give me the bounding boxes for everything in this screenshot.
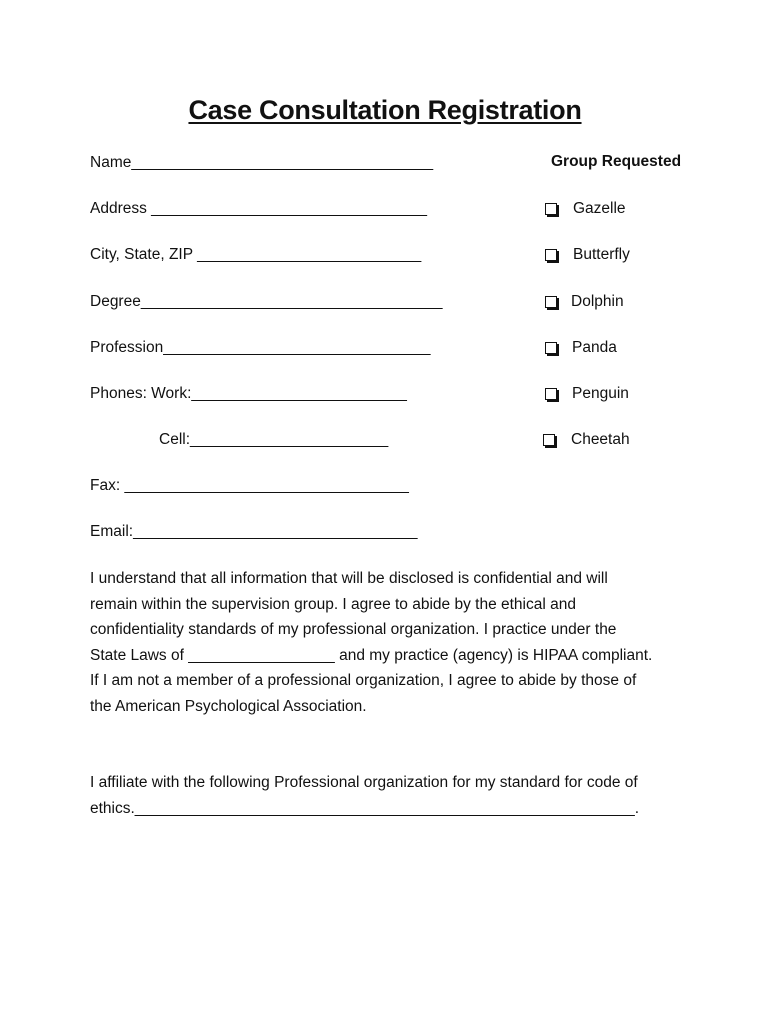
group-option-panda[interactable] <box>545 338 617 358</box>
group-option-cheetah[interactable] <box>543 430 630 450</box>
group-option-label: Panda <box>572 339 617 356</box>
affiliation-paragraph <box>90 770 690 821</box>
group-option-label: Butterfly <box>573 246 630 263</box>
group-option-label: Gazelle <box>573 200 626 217</box>
agreement-line: the American Psychological Association. <box>90 697 367 715</box>
agreement-line: If I am not a member of a professional organization, I agree to abide by those of <box>90 672 637 689</box>
group-option-gazelle[interactable] <box>545 199 626 219</box>
checkbox-icon[interactable] <box>545 203 557 215</box>
group-requested-heading: Group Requested <box>551 153 682 170</box>
affiliation-line: ethics.__________________________________________________________. <box>90 799 640 817</box>
agreement-paragraph <box>90 566 690 719</box>
checkbox-icon[interactable] <box>545 249 557 261</box>
agreement-line: State Laws of _________________ and my practice (agency) is HIPAA compliant. <box>90 646 653 664</box>
profession-field[interactable]: Profession_______________________________ <box>90 339 431 356</box>
cell-phone-field[interactable]: Cell:_______________________ <box>159 431 389 448</box>
group-option-penguin[interactable] <box>545 384 629 404</box>
checkbox-icon[interactable] <box>545 342 557 354</box>
agreement-line: confidentiality standards of my professional organization. I practice under the <box>90 621 617 638</box>
fax-field[interactable]: Fax: _________________________________ <box>90 477 409 494</box>
group-option-label: Penguin <box>572 385 629 402</box>
agreement-line: remain within the supervision group. I agree to abide by the ethical and <box>90 595 576 613</box>
email-field[interactable]: Email:_________________________________ <box>90 523 418 540</box>
page-title: Case Consultation Registration <box>188 95 582 125</box>
group-option-dolphin[interactable] <box>545 292 624 312</box>
name-field[interactable]: Name___________________________________ <box>90 154 434 171</box>
checkbox-icon[interactable] <box>545 388 557 400</box>
city-state-zip-field[interactable]: City, State, ZIP __________________________ <box>90 246 422 263</box>
degree-field[interactable]: Degree___________________________________ <box>90 293 443 310</box>
affiliation-line: I affiliate with the following Professional organization for my standard for code of <box>90 774 638 791</box>
agreement-line: I understand that all information that will be disclosed is confidential and will <box>90 570 608 587</box>
work-phone-field[interactable]: Phones: Work:_________________________ <box>90 385 407 402</box>
group-option-label: Dolphin <box>571 293 624 310</box>
group-option-butterfly[interactable] <box>545 245 630 265</box>
checkbox-icon[interactable] <box>545 296 557 308</box>
checkbox-icon[interactable] <box>543 434 555 446</box>
address-field[interactable]: Address ________________________________ <box>90 200 428 217</box>
group-option-label: Cheetah <box>571 431 630 448</box>
